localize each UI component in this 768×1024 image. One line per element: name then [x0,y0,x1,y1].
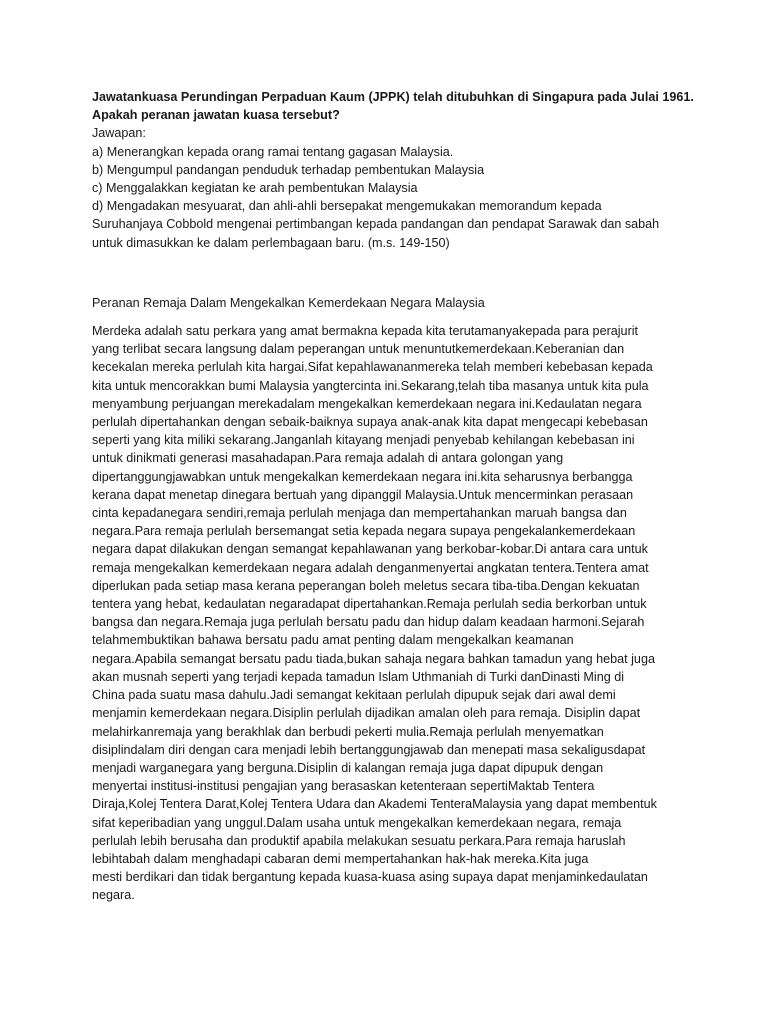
essay-line: lebihtabah dalam menghadapi cabaran demi mempertahankan hak-hak mereka.Kita juga [92,851,589,866]
answer-line: untuk dimasukkan ke dalam perlembagaan baru. (m.s. 149-150) [92,235,450,250]
question-line: Apakah peranan jawatan kuasa tersebut? [92,108,340,123]
essay-line: dipertanggungjawabkan untuk mengekalkan kemerdekaan negara ini.kita seharusnya berbangga [92,469,633,484]
essay-line: China pada suatu masa dahulu.Jadi semangat kekitaan perlulah dipupuk sejak dari awal demi [92,688,616,703]
essay-line: perlulah dipertahankan dengan sebaik-baiknya supaya anak-anak kita dapat mengecapi kebebasan [92,415,648,430]
answer-label: Jawapan: [92,126,146,141]
essay-line: disiplindalam diri dengan cara menjadi lebih bertanggungjawab dan menepati masa sekaligusdapat [92,742,646,757]
section-spacer [92,252,692,294]
essay-line: akan musnah seperti yang terjadi kepada tamadun Islam Uthmaniah di Turki danDinasti Ming di [92,669,625,684]
essay-title: Peranan Remaja Dalam Mengekalkan Kemerdekaan Negara Malaysia [92,295,485,310]
answer-line: Suruhanjaya Cobbold mengenai pertimbangan kepada pandangan dan pendapat Sarawak dan sabah [92,217,660,232]
essay-line: cinta kepadanegara sendiri,remaja perlulah menjaga dan mempertahankan maruah bangsa dan [92,506,627,521]
essay-line: menyertai institusi-institusi pengajian yang berasaskan ketenteraan sepertiMaktab Tentera [92,779,595,794]
essay-line: untuk dinikmati generasi masahadapan.Para remaja adalah di antara golongan yang [92,451,564,466]
question-line: Jawatankuasa Perundingan Perpaduan Kaum (JPPK) telah ditubuhkan di Singapura pada Julai 1961. [92,90,694,104]
essay-line: melahirkanremaja yang berakhlak dan berbudi pekerti mulia.Remaja perlulah menyematkan [92,724,604,739]
essay-line: Merdeka adalah satu perkara yang amat bermakna kepada kita terutamanyakepada para perajurit [92,324,639,339]
essay-line: menjamin kemerdekaan negara.Disiplin perlulah dijadikan amalan oleh para remaja. Disiplin dapat [92,706,641,721]
answer-line: c) Menggalakkan kegiatan ke arah pembentukan Malaysia [92,181,418,196]
answer-block [92,124,692,251]
essay-body [92,322,692,905]
essay-line: menjadi warganegara yang berguna.Disiplin di kalangan remaja juga dapat dipupuk dengan [92,760,604,775]
essay-line: kita untuk mencorakkan bumi Malaysia yangtercinta ini.Sekarang,telah tiba masanya untuk kita pula [92,378,649,393]
essay-line: diperlukan pada setiap masa kerana peperangan boleh meletus secara tiba-tiba.Dengan kekuatan [92,578,640,593]
question-block [92,88,692,124]
essay-line: seperti yang kita miliki sekarang.Janganlah kitayang menjadi penyebab kehilangan kebebasan ini [92,433,635,448]
section-spacer [92,312,692,322]
essay-line: kerana dapat menetap dinegara bertuah yang dipanggil Malaysia.Untuk mencerminkan perasaan [92,487,634,502]
answer-line: d) Mengadakan mesyuarat, dan ahli-ahli bersepakat mengemukakan memorandum kepada [92,199,602,214]
document-body [92,88,692,905]
essay-line: mesti berdikari dan tidak bergantung kepada kuasa-kuasa asing supaya dapat menjaminkedaulatan [92,870,648,885]
answer-line: a) Menerangkan kepada orang ramai tentang gagasan Malaysia. [92,144,454,159]
essay-line: Diraja,Kolej Tentera Darat,Kolej Tentera Udara dan Akademi TenteraMalaysia yang dapat membentuk [92,797,657,812]
essay-line: negara dapat dilakukan dengan semangat kepahlawanan yang berkobar-kobar.Di antara cara untuk [92,542,648,557]
essay-line: remaja mengekalkan kemerdekaan negara adalah denganmenyertai angkatan tentera.Tentera amat [92,560,649,575]
essay-line: menyambung perjuangan merekadalam mengekalkan kemerdekaan negara ini.Kedaulatan negara [92,396,642,411]
essay-line: yang terlibat secara langsung dalam peperangan untuk menuntutkemerdekaan.Keberanian dan [92,342,625,357]
essay-line: telahmembuktikan bahawa bersatu padu amat penting dalam mengekalkan keamanan [92,633,574,648]
essay-line: tentera yang hebat, kedaulatan negaradapat dipertahankan.Remaja perlulah sedia berkorban untuk [92,597,647,612]
essay-line: sifat keperibadian yang unggul.Dalam usaha untuk mengekalkan kemerdekaan negara, remaja [92,815,622,830]
essay-line: kecekalan mereka perlulah kita hargai.Sifat kepahlawananmereka telah memberi kebebasan kepada [92,360,653,375]
essay-line: negara.Apabila semangat bersatu padu tiada,bukan sahaja negara bahkan tamadun yang hebat juga [92,651,655,666]
answer-line: b) Mengumpul pandangan penduduk terhadap pembentukan Malaysia [92,162,485,177]
essay-line: negara. [92,888,135,903]
essay-line: bangsa dan negara.Remaja juga perlulah bersatu padu dan hidup dalam keadaan harmoni.Sejarah [92,615,645,630]
essay-line: perlulah lebih berusaha dan produktif apabila melakukan sesuatu perkara.Para remaja haruslah [92,833,626,848]
essay-line: negara.Para remaja perlulah bersemangat setia kepada negara supaya pengekalankemerdekaan [92,524,636,539]
